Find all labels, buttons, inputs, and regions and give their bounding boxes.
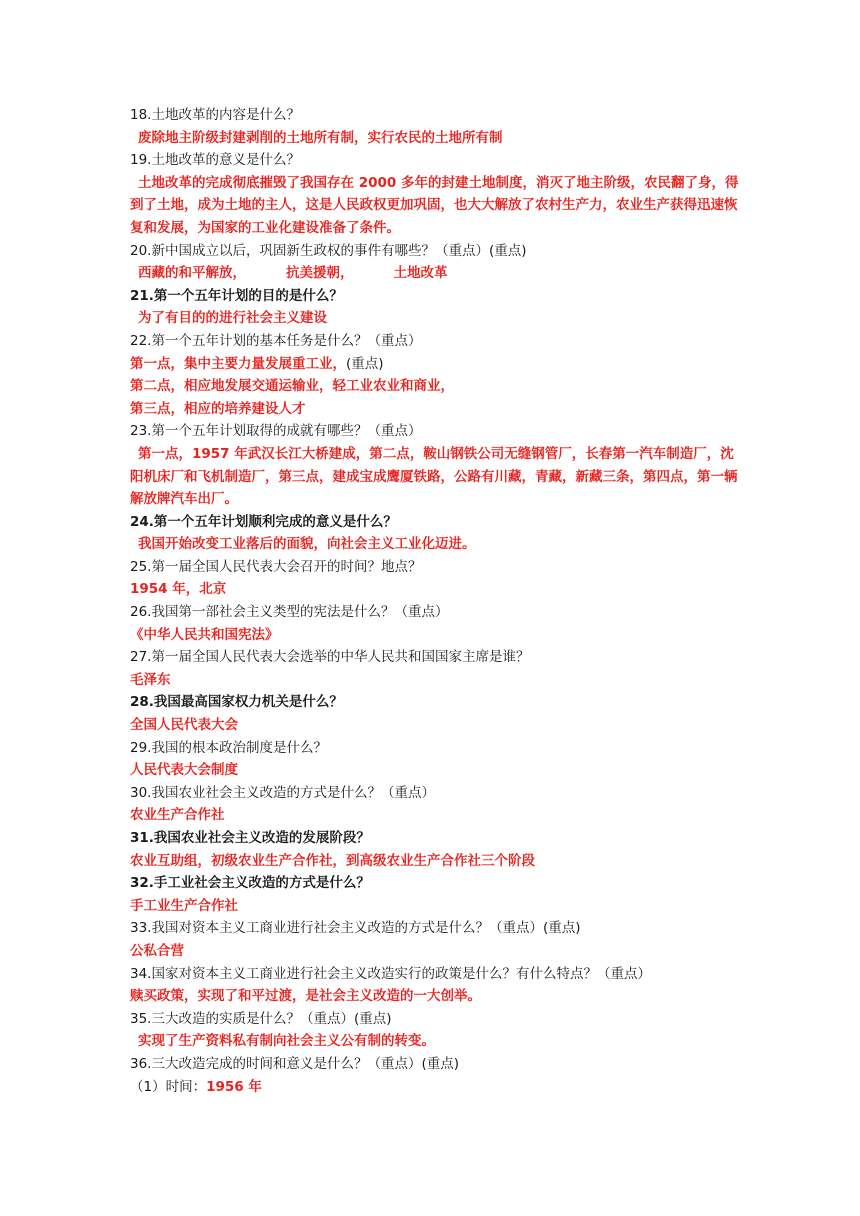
answer-30: 农业生产合作社 — [130, 807, 225, 824]
question-32: 32.手工业社会主义改造的方式是什么？ — [130, 875, 370, 892]
question-29: 29.我国的根本政治制度是什么？ — [130, 739, 327, 756]
answer-19: 土地改革的完成彻底摧毁了我国存在 2000 多年的封建土地制度，消灭了地主阶级，农民翻了身，得到了土地，成为土地的主人，这是人民政权更加巩固，也大大解放了农村生产力，农业生产获得迅速恢复和发展，为国家的工业化建设准备了条件。 — [130, 174, 739, 236]
answer-35: 实现了生产资料私有制向社会主义公有制的转变。 — [138, 1033, 435, 1050]
answer-23: 第一点，1957 年武汉长江大桥建成，第二点，鞍山钢铁公司无缝钢管厂，长春第一汽车制造厂，沈阳机床厂和飞机制造厂，第三点，建成宝成鹰厦铁路，公路有川藏，青藏，新藏三条，第四点，第一辆解放牌汽车出厂。 — [130, 445, 738, 508]
answer-20 — [130, 262, 740, 285]
answer-34: 赎买政策，实现了和平过渡，是社会主义改造的一大创举。 — [130, 988, 481, 1005]
answer-18: 废除地主阶级封建剥削的土地所有制，实行农民的土地所有制 — [138, 129, 503, 146]
question-24: 24.第一个五年计划顺利完成的意义是什么？ — [130, 513, 397, 530]
answer-22-line-3: 第三点，相应的培养建设人才 — [130, 400, 306, 417]
answer-31: 农业互助组，初级农业生产合作社，到高级农业生产合作社三个阶段 — [130, 852, 535, 869]
answer-25: 1954 年，北京 — [130, 581, 227, 598]
question-22: 22.第一个五年计划的基本任务是什么？（重点） — [130, 332, 422, 349]
question-34: 34.国家对资本主义工商业进行社会主义改造实行的政策是什么？有什么特点？（重点） — [130, 965, 651, 982]
answer-36-time-value: 1956 年 — [206, 1078, 262, 1095]
question-31: 31.我国农业社会主义改造的发展阶段？ — [130, 830, 370, 846]
question-35: 35.三大改造的实质是什么？（重点）(重点) — [130, 1010, 392, 1027]
document-page — [130, 104, 740, 1098]
answer-21: 为了有目的的进行社会主义建设 — [138, 310, 327, 327]
question-28: 28.我国最高国家权力机关是什么？ — [130, 694, 343, 711]
answer-32: 手工业生产合作社 — [130, 897, 238, 914]
question-18: 18.土地改革的内容是什么？ — [130, 107, 300, 123]
answer-33: 公私合营 — [130, 942, 184, 959]
question-36: 36.三大改造完成的时间和意义是什么？（重点）(重点) — [130, 1055, 460, 1072]
question-23: 23.第一个五年计划取得的成就有哪些？（重点） — [130, 423, 422, 440]
question-25: 25.第一届全国人民代表大会召开的时间？地点？ — [130, 558, 422, 575]
question-33: 33.我国对资本主义工商业进行社会主义改造的方式是什么？（重点）(重点) — [130, 920, 581, 937]
question-30: 30.我国农业社会主义改造的方式是什么？（重点） — [130, 784, 435, 801]
answer-20-part-1: 西藏的和平解放， — [138, 265, 246, 282]
question-20: 20.新中国成立以后，巩固新生政权的事件有哪些？（重点）(重点) — [130, 242, 527, 259]
answer-22-line-1 — [130, 353, 740, 376]
answer-20-part-2: 抗美援朝， — [286, 265, 354, 282]
answer-28: 全国人民代表大会 — [130, 717, 238, 734]
answer-36-time-label: （1）时间： — [130, 1078, 207, 1095]
answer-29: 人民代表大会制度 — [130, 762, 238, 779]
answer-22-line-1-text: 第一点，集中主要力量发展重工业， — [130, 355, 346, 372]
answer-26: 《中华人民共和国宪法》 — [130, 626, 279, 643]
question-27: 27.第一届全国人民代表大会选举的中华人民共和国国家主席是谁？ — [130, 649, 530, 666]
answer-27: 毛泽东 — [130, 671, 171, 688]
question-26: 26.我国第一部社会主义类型的宪法是什么？（重点） — [130, 604, 449, 621]
answer-20-part-3: 土地改革 — [393, 265, 448, 282]
question-19: 19.土地改革的意义是什么？ — [130, 152, 300, 169]
answer-36-time — [130, 1076, 740, 1099]
answer-22-line-2: 第二点，相应地发展交通运输业，轻工业农业和商业， — [130, 378, 454, 395]
answer-22-key-note: (重点) — [346, 355, 384, 372]
answer-24: 我国开始改变工业落后的面貌，向社会主义工业化迈进。 — [138, 536, 476, 553]
question-21: 21.第一个五年计划的目的是什么？ — [130, 287, 343, 304]
